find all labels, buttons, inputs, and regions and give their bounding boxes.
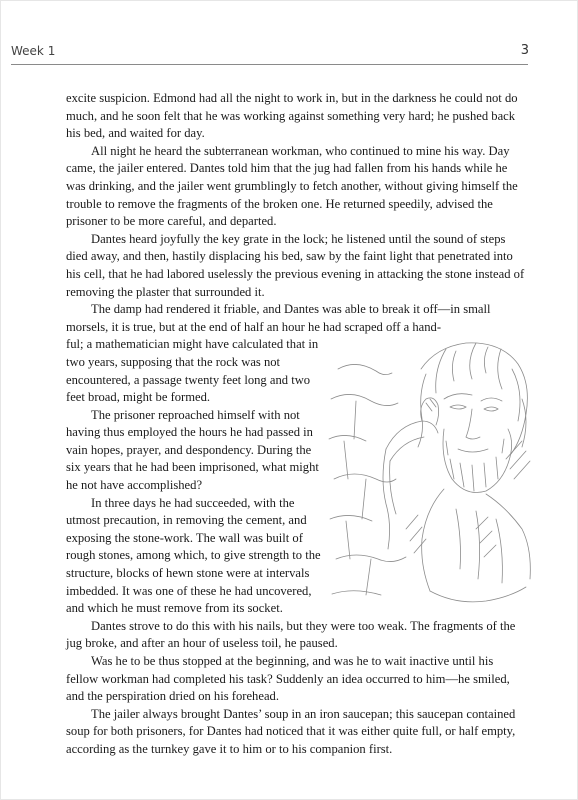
- section-label: Week 1: [11, 44, 56, 58]
- paragraph: Was he to be thus stopped at the beginning, and was he to wait inactive until his fellow workman had completed his task? Suddenly an idea occurred to him—he smiled, and the perspiration dried on his forehead.: [66, 654, 510, 704]
- header-divider: [11, 64, 528, 65]
- page-header: [1, 1, 578, 71]
- paragraph: ful; a mathematician might have calculated that in two years, supposing that the rock was not encountered, a passage twenty feet long and two feet broad, might be formed.: [66, 337, 319, 405]
- paragraph: In three days he had succeeded, with the utmost precaution, in removing the cement, and exposing the stone-work. The wall was built of rough stones, among which, to give strength to the structure, blocks of hewn stone were at intervals imbedded. It was one of these he had uncovered, and which he must remove from its socket.: [66, 495, 321, 616]
- sketch-prisoner-portrait-icon: [326, 329, 536, 621]
- paragraph: The jailer always brought Dantes’ soup in an iron saucepan; this saucepan contained soup for both prisoners, for Dantes had noticed that it was either quite full, or half empty, according as the turnkey gave it to him or to his companion first.: [66, 706, 516, 756]
- page-number: 3: [520, 43, 529, 58]
- paragraph: The prisoner reproached himself with not having thus employed the hours he had passed in vain hopes, prayer, and despondency. During the six years that he had been imprisoned, what might he not have accomplished?: [66, 407, 319, 493]
- paragraph: All night he heard the subterranean workman, who continued to mine his way. Day came, the jailer entered. Dantes told him that the jug had fallen from his hands while he was drinking, and the jailer went grumblingly to fetch another, without giving himself the trouble to remove the fragments of the broken one. He returned speedily, advised the prisoner to be more careful, and departed.: [66, 143, 518, 229]
- paragraph: Dantes heard joyfully the key grate in the lock; he listened until the sound of steps died away, and then, hastily displacing his bed, saw by the faint light that penetrated into his cell, that he had labored uselessly the previous evening in attacking the stone instead of removing the plaster that surrounded it.: [66, 231, 525, 299]
- paragraph: The damp had rendered it friable, and Dantes was able to break it off—in small morsels, it is true, but at the end of half an hour he had scraped off a hand-: [66, 302, 491, 334]
- paragraph: excite suspicion. Edmond had all the night to work in, but in the darkness he could not do much, and he soon felt that he was working against something very hard; he pushed back his bed, and waited for day.: [66, 91, 518, 141]
- paragraph: Dantes strove to do this with his nails, but they were too weak. The fragments of the jug broke, and after an hour of useless toil, he paused.: [66, 618, 516, 651]
